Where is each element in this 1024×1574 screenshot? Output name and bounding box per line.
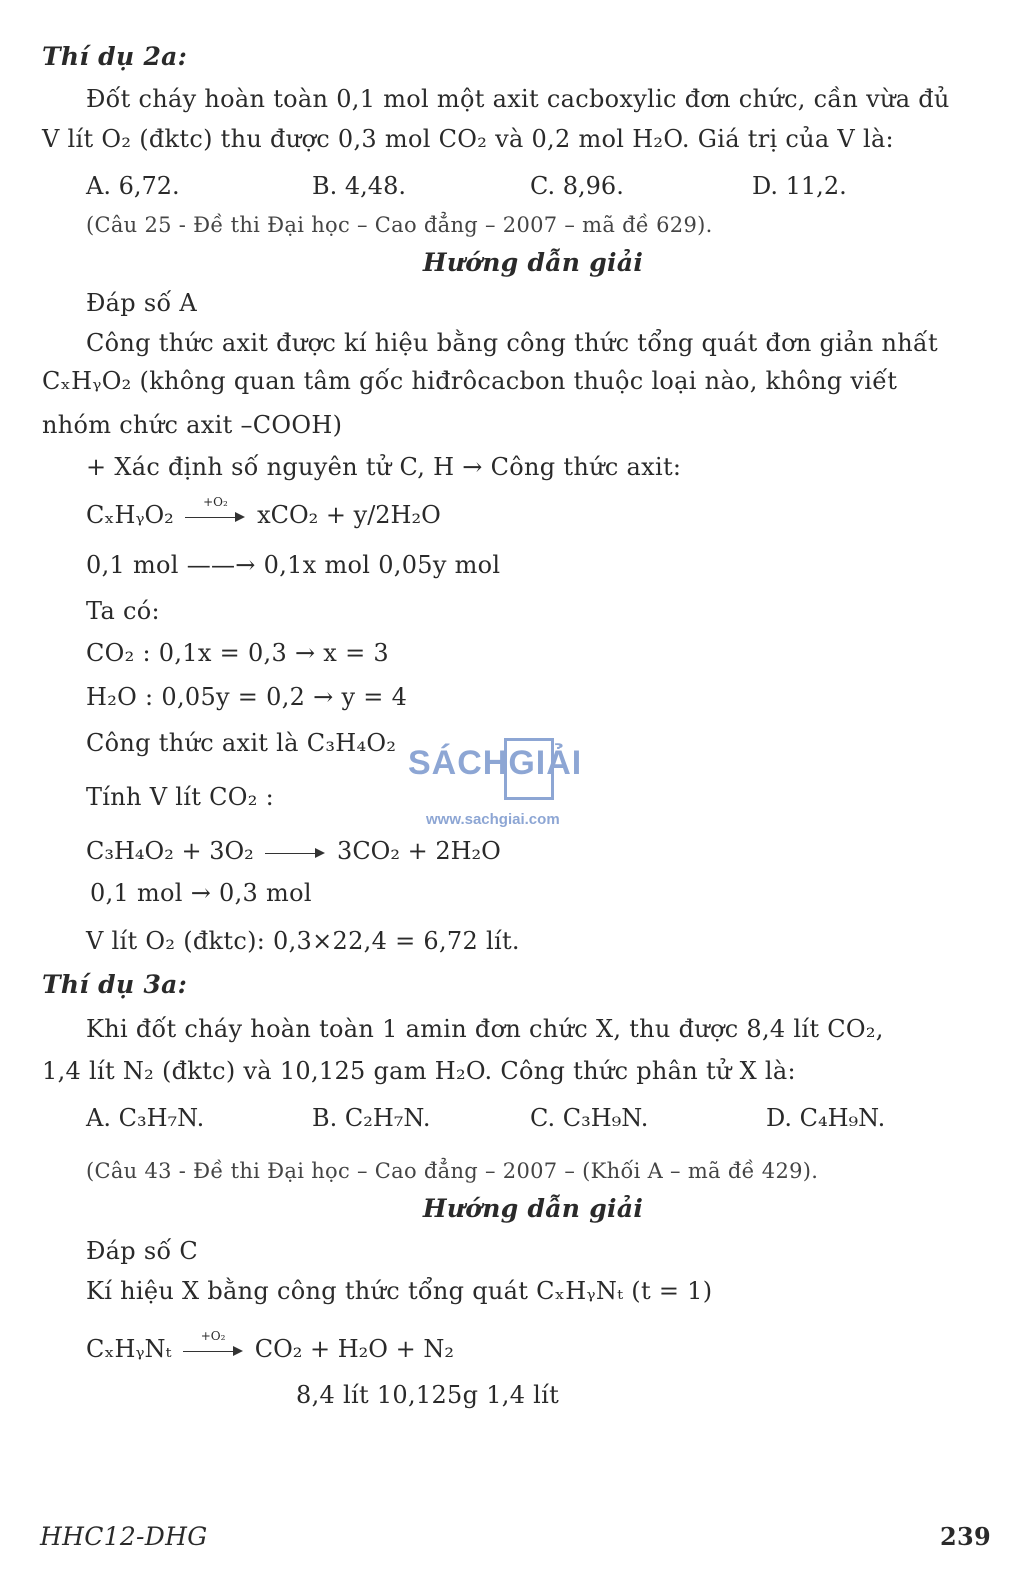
products: xCO₂ + y/2H₂O	[257, 501, 441, 529]
reactant: CₓHᵧNₜ	[86, 1335, 172, 1363]
solution-line: Công thức axit được kí hiệu bằng công thức tổng quát đơn giản nhất	[86, 329, 938, 357]
reaction-equation	[86, 1328, 454, 1364]
option-a: A. C₃H₇N.	[86, 1104, 205, 1132]
solution-line: nhóm chức axit –COOH)	[42, 411, 343, 439]
solution-line: + Xác định số nguyên tử C, H → Công thức axit:	[86, 453, 682, 481]
reactants: C₃H₄O₂ + 3O₂	[86, 837, 254, 865]
option-b: B. 4,48.	[312, 172, 406, 200]
quantity-line: 8,4 lít 10,125g 1,4 lít	[296, 1381, 560, 1409]
result-line: V lít O₂ (đktc): 0,3×22,4 = 6,72 lít.	[86, 927, 520, 955]
reaction-equation	[86, 494, 441, 530]
products: CO₂ + H₂O + N₂	[254, 1335, 454, 1363]
option-c: C. 8,96.	[530, 172, 624, 200]
question-line-2: V lít O₂ (đktc) thu được 0,3 mol CO₂ và 0,2 mol H₂O. Giá trị của V là:	[42, 125, 894, 153]
watermark	[408, 736, 618, 836]
option-b: B. C₂H₇N.	[312, 1104, 431, 1132]
option-d: D. C₄H₉N.	[766, 1104, 886, 1132]
option-c: C. C₃H₉N.	[530, 1104, 649, 1132]
option-a: A. 6,72.	[86, 172, 180, 200]
formula-line: Công thức axit là C₃H₄O₂	[86, 729, 397, 757]
reactant: CₓHᵧO₂	[86, 501, 174, 529]
watermark-url: www.sachgiai.com	[426, 811, 560, 828]
solution-heading: Hướng dẫn giải	[422, 248, 644, 277]
solution-heading: Hướng dẫn giải	[422, 1194, 644, 1223]
watermark-logo: SÁCHGIẢI	[408, 744, 583, 782]
mole-line: 0,1 mol → 0,3 mol	[90, 879, 312, 907]
example-2a-title: Thí dụ 2a:	[42, 42, 188, 71]
arrow-label: +O₂	[200, 1328, 226, 1343]
text-line: Ta có:	[86, 597, 160, 625]
option-d: D. 11,2.	[752, 172, 847, 200]
calc-line: CO₂ : 0,1x = 0,3 → x = 3	[86, 639, 389, 667]
reaction-equation	[86, 836, 501, 866]
reaction-arrow-icon	[183, 1328, 243, 1358]
solution-line: Kí hiệu X bằng công thức tổng quát CₓHᵧNₜ (t = 1)	[86, 1277, 713, 1305]
source-note: (Câu 25 - Đề thi Đại học – Cao đẳng – 2007 – mã đề 629).	[86, 213, 713, 237]
question-line-2: 1,4 lít N₂ (đktc) và 10,125 gam H₂O. Công thức phân tử X là:	[42, 1057, 796, 1085]
products: 3CO₂ + 2H₂O	[337, 837, 501, 865]
source-note: (Câu 43 - Đề thi Đại học – Cao đẳng – 2007 – (Khối A – mã đề 429).	[86, 1159, 819, 1183]
mole-line: 0,1 mol ——→ 0,1x mol 0,05y mol	[86, 551, 501, 579]
question-line-1: Đốt cháy hoàn toàn 0,1 mol một axit cacboxylic đơn chức, cần vừa đủ	[86, 85, 950, 113]
reaction-arrow-icon	[265, 846, 325, 860]
calc-line: H₂O : 0,05y = 0,2 → y = 4	[86, 683, 408, 711]
page-number: 239	[940, 1522, 991, 1551]
solution-line: CₓHᵧO₂ (không quan tâm gốc hiđrôcacbon thuộc loại nào, không viết	[42, 367, 898, 395]
example-3a-title: Thí dụ 3a:	[42, 970, 188, 999]
arrow-label: +O₂	[203, 494, 228, 509]
answer-line: Đáp số C	[86, 1237, 199, 1265]
text-line: Tính V lít CO₂ :	[86, 783, 274, 811]
question-line-1: Khi đốt cháy hoàn toàn 1 amin đơn chức X, thu được 8,4 lít CO₂,	[86, 1015, 884, 1043]
reaction-arrow-icon	[185, 494, 245, 524]
answer-line: Đáp số A	[86, 289, 198, 317]
footer-code: HHC12-DHG	[40, 1522, 208, 1551]
